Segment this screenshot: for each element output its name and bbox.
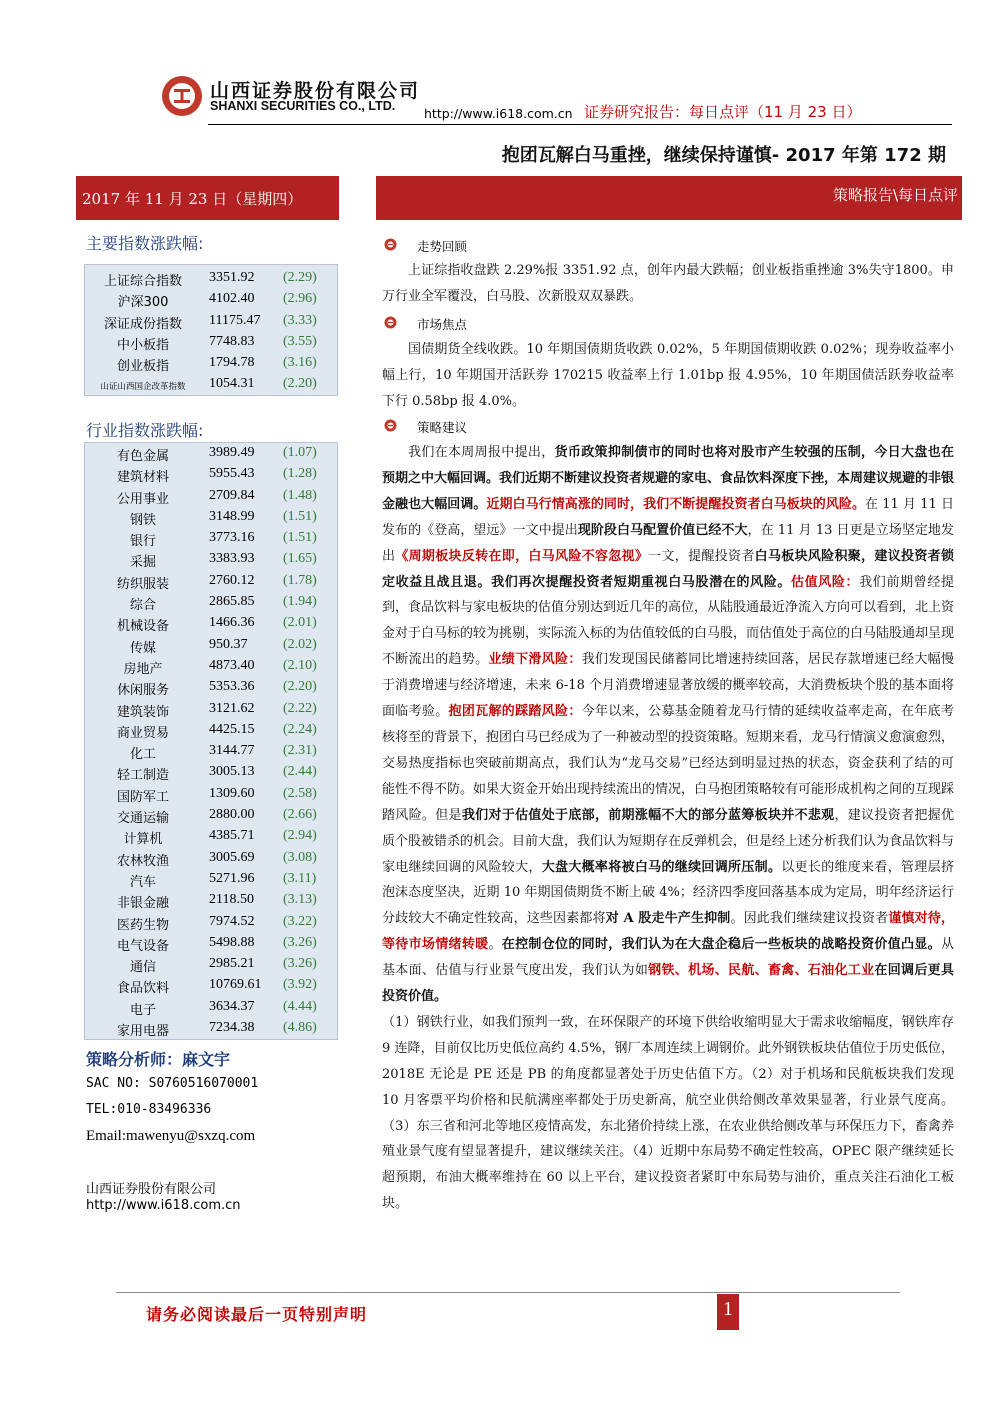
company-name-en: SHANXI SECURITIES CO., LTD.	[210, 99, 396, 113]
disclaimer-notice: 请务必阅读最后一页特别声明	[146, 1305, 368, 1324]
section-bullet-icon	[384, 238, 397, 251]
analyst-title: 策略分析师：麻文宇	[86, 1050, 231, 1069]
analyst-tel: TEL:010-83496336	[86, 1102, 212, 1117]
footer-company-url[interactable]: http://www.i618.com.cn	[86, 1198, 241, 1213]
table-row: 食品饮料 10769.61 (3.92)	[116, 977, 317, 997]
table-row: 非银金融 2118.50 (3.13)	[116, 892, 317, 912]
table-row: 上证综合指数 3351.92 (2.29)	[103, 270, 317, 289]
section-text-focus: 国债期货全线收跌。10 年期国债期货收跌 0.02%，5 年期国债期收跌 0.02%；现券收益率小幅上行，10 年期国开活跃券 170215 收益率上行 1.01bp 报 4.95%，10 年期国债活跃券收益率下行 0.58bp 报 4.0%。	[382, 342, 954, 409]
page-number: 1	[717, 1294, 739, 1330]
category-label: 策略报告\每日点评	[832, 186, 958, 204]
table-row: 深证成份指数 11175.47 (3.33)	[103, 312, 317, 332]
table-row: 化工 3144.77 (2.31)	[129, 743, 317, 763]
report-headline: 抱团瓦解白马重挫，继续保持谨慎- 2017 年第 172 期	[501, 145, 946, 166]
section-bullet-icon	[384, 316, 397, 329]
analyst-sac: SAC NO: S0760516070001	[86, 1076, 259, 1091]
company-name-cn: 山西证券股份有限公司	[210, 80, 421, 102]
table-row: 电气设备 5498.88 (3.26)	[116, 934, 317, 954]
section-text-trend: 上证综指收盘跌 2.29%报 3351.92 点，创年内最大跌幅；创业板指重挫逾 3%失守1800。申万行业全军覆没，白马股、次新股双双暴跌。	[382, 263, 954, 304]
table-row: 计算机 4385.71 (2.94)	[123, 828, 317, 848]
table-row: 银行 3773.16 (1.51)	[129, 530, 317, 550]
section-bullet-icon	[384, 419, 397, 432]
table-row: 综合 2865.85 (1.94)	[129, 594, 317, 614]
table-row: 交通运输 2880.00 (2.66)	[116, 807, 317, 827]
table-row: 房地产 4873.40 (2.10)	[123, 657, 317, 677]
table-row: 采掘 3383.93 (1.65)	[129, 551, 317, 571]
table-row: 钢铁 3148.99 (1.51)	[129, 508, 317, 528]
table-row: 创业板指 1794.78 (3.16)	[116, 355, 317, 375]
table-row: 国防军工 1309.60 (2.58)	[116, 785, 317, 805]
table-row: 建筑装饰 3121.62 (2.22)	[116, 700, 317, 720]
table-row: 电子 3634.37 (4.44)	[129, 998, 317, 1018]
table-row: 沪深300 4102.40 (2.96)	[117, 291, 317, 311]
company-logo-icon	[160, 74, 204, 118]
table-row: 纺织服装 2760.12 (1.78)	[116, 572, 317, 592]
section-title-focus: 市场焦点	[417, 317, 468, 332]
header-divider	[208, 124, 952, 125]
section-title-trend: 走势回顾	[417, 239, 468, 254]
table-row: 中小板指 7748.83 (3.55)	[116, 333, 317, 353]
table-row: 通信 2985.21 (3.26)	[129, 956, 317, 976]
table-row: 医药生物 7974.52 (3.22)	[116, 913, 317, 933]
table-row: 机械设备 1466.36 (2.01)	[116, 615, 317, 635]
indices-section-title: 主要指数涨跌幅:	[86, 234, 204, 253]
header-url[interactable]: http://www.i618.com.cn	[424, 106, 573, 121]
table-row: 山证山西国企改革指数 1054.31 (2.20)	[100, 376, 317, 393]
section-text-strategy: 我们在本周周报中提出，货币政策抑制债市的同时也将对股市产生较强的压制，今日大盘也在预期之中大幅回调。我们近期不断建议投资者规避的家电、食品饮料深度下挫，本周建议规避的非银金融也大幅回调。近期白马行情高涨的同时，我们不断提醒投资者白马板块的风险。在 11 月 11 日发布的《登高，望远》一文中提出现阶段白马配置价值已经不大，在 11 月 13 日更是立场坚定地发出《周期板块反转在即，白马风险不容忽视》一文，提醒投资者白马板块风险积聚，建议投资者锁定收益且战且退。我们再次提醒投资者短期重视白马股潜在的风险。估值风险：我们前期曾经提到，食品饮料与家电板块的估值分别达到近几年的高位，从陆股通最近净流入方向可以看到，北上资金对于白马标的较为挑剔，实际流入标的为估值较低的白马股，而估值处于高位的白马陆股通却呈现不断流出的趋势。业绩下滑风险：我们发现国民储蓄同比增速持续回落，居民存款增速已经大幅慢于消费增速与经济增速，未来 6-18 个月消费增速显著放缓的概率较高，大消费板块个股的基本面将面临考验。抱团瓦解的踩踏风险：今年以来，公募基金随着龙马行情的延续收益率走高，在年底考核将至的背景下，抱团白马已经成为了一种被动型的投资策略。短期来看，龙马行情演义愈演愈烈，交易热度指标也突破前期高点，我们认为“龙马交易”已经达到明显过热的状态，资金获利了结的可能性不得不防。如果大资金开始出现持续流出的情况，白马抱团策略较有可能形成机构之间的互现踩踏风险。但是我们对于估值处于底部，前期涨幅不大的部分蓝筹板块并不悲观，建议投资者把握优质个股被错杀的机会。目前大盘，我们认为短期存在反弹机会，但是经上述分析我们认为食品饮料与家电继续回调的风险较大，大盘大概率将被白马的继续回调所压制。以更长的维度来看，管理层挤泡沫态度坚决，近期 10 年期国债期货不断上破 4%；经济四季度回落基本成为定局，明年经济运行分歧较大不确定性较高，这些因素都将对 A 股走牛产生抑制。因此我们继续建议投资者谨慎对待，等待市场情绪转暖。在控制仓位的同时，我们认为在大盘企稳后一些板块的战略投资价值凸显。从基本面、估值与行业景气度出发，我们认为如钢铁、机场、民航、畜禽、石油化工业在回调后更具投资价值。 （1）钢铁行业，如我们预判一致，在环保限产的环境下供给收缩明显大于需求收缩幅度，钢铁库存 9 连降，目前仅比历史低位高约 4.5%，钢厂本周连续上调钢价。此外钢铁板块估值位于历史低位，2018E 无论是 PE 还是 PB 的角度都显著处于历史估值下方。（2）对于机场和民航板块我们发现 10 月客票平均价格和民航满座率都处于历史新高，航空业供给侧改革效果显著，行业景气度高。（3）东三省和河北等地区疫情高发，东北猪价持续上涨，在农业供给侧改革与环保压力下，畜禽养殖业景气度有望显著提升，建议继续关注。（4）近期中东局势不确定性较高，OPEC 限产继续延长超预期，布油大概率维持在 60 以上平台，建议投资者紧盯中东局势与油价，重点关注石油化工板块。	[382, 445, 955, 1212]
table-row: 休闲服务 5353.36 (2.20)	[116, 679, 317, 699]
table-row: 家用电器 7234.38 (4.86)	[116, 1020, 317, 1040]
footer-divider	[116, 1292, 900, 1293]
industries-table	[84, 442, 338, 1040]
section-title-strategy: 策略建议	[417, 420, 468, 435]
table-row: 公用事业 2709.84 (1.48)	[116, 487, 317, 507]
industries-section-title: 行业指数涨跌幅:	[86, 421, 204, 440]
table-row: 轻工制造 3005.13 (2.44)	[116, 764, 317, 784]
table-row: 传媒 950.37 (2.02)	[129, 636, 317, 656]
date-banner: 2017 年 11 月 23 日（星期四）	[76, 176, 339, 220]
report-type-label: 证券研究报告：每日点评（11 月 23 日）	[584, 103, 862, 121]
table-row: 农林牧渔 3005.69 (3.08)	[116, 849, 317, 869]
footer-company-name: 山西证券股份有限公司	[86, 1182, 217, 1197]
table-row: 建筑材料 5955.43 (1.28)	[116, 466, 317, 486]
table-row: 汽车 5271.96 (3.11)	[129, 870, 317, 890]
table-row: 有色金属 3989.49 (1.07)	[116, 445, 317, 464]
indices-table	[84, 264, 338, 396]
analyst-email[interactable]: Email:mawenyu@sxzq.com	[86, 1128, 256, 1144]
table-row: 商业贸易 4425.15 (2.24)	[116, 721, 317, 741]
